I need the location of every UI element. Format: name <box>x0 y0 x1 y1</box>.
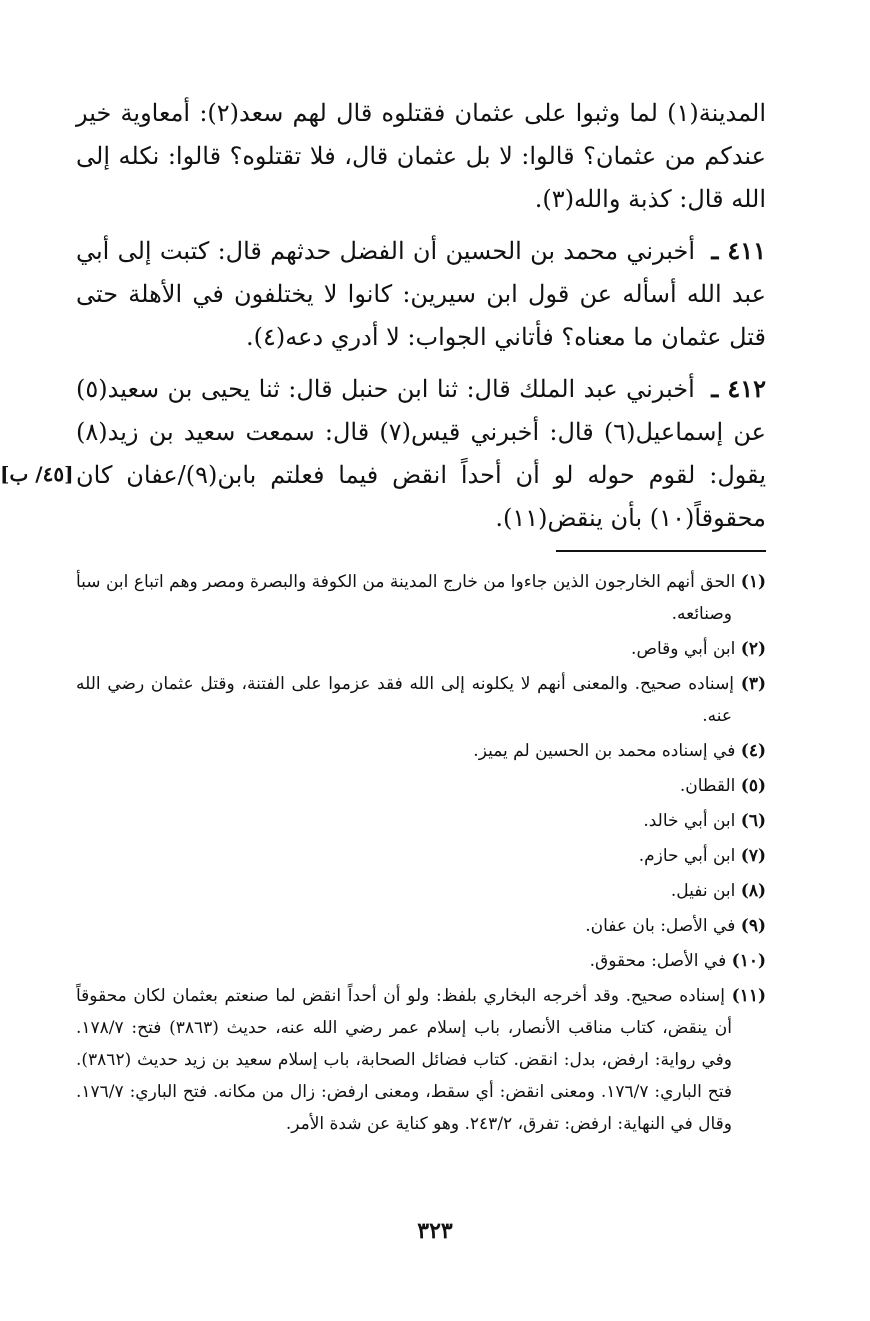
footnote-text: إسناده صحيح. وقد أخرجه البخاري بلفظ: ولو أن أحداً انقض لما صنعتم بعثمان لكان محقوقاً أن ينقض، كتاب مناقب الأنصار، باب إسلام عمر رضي الله عنه، حديث (٣٨٦٣) فتح: ١٧٨/٧. وفي رواية: ارفض، بدل: انقض. كتاب فضائل الصحابة، باب إسلام سعيد بن زيد حديث (٣٨٦٢). فتح الباري: ١٧٦/٧. ومعنى انقض: أي سقط، ومعنى ارفض: زال من مكانه. فتح الباري: ١٧٦/٧. وقال في النهاية: ارفض: تفرق، ٢٤٣/٢. وهو كناية عن شدة الأمر. <box>76 986 732 1134</box>
footnote-text: الحق أنهم الخارجون الذين جاءوا من خارج المدينة من الكوفة والبصرة ومصر وهم اتباع ابن سبأ وصنائعه. <box>76 572 736 624</box>
page-number: ٣٢٣ <box>417 1218 453 1244</box>
footnote-text: في الأصل: بان عفان. <box>585 916 736 936</box>
footnote <box>76 805 766 837</box>
footnote <box>76 770 766 802</box>
footnote-text: القطان. <box>679 776 736 796</box>
footnote-text: إسناده صحيح. والمعنى أنهم لا يكلونه إلى الله فقد عزموا على الفتنة، وقتل عثمان رضي الله عنه. <box>76 674 735 726</box>
footnote <box>76 980 766 1140</box>
footnote-number: (٣) <box>740 674 767 694</box>
footnote-number: (٥) <box>740 776 766 796</box>
manuscript-folio-marker: [٤٥/ ب] <box>0 462 74 486</box>
footnote-number: (١١) <box>731 986 767 1006</box>
hadith-number: ٤١٢ ـ <box>711 374 766 403</box>
page-body <box>0 92 767 1292</box>
footnote <box>76 668 766 732</box>
footnote <box>76 566 766 630</box>
footnote <box>76 633 766 665</box>
footnote-text: ابن أبي حازم. <box>638 846 736 866</box>
footnote <box>76 735 766 767</box>
footnote-number: (٢) <box>740 639 766 659</box>
footnote-number: (٦) <box>740 811 766 831</box>
footnotes <box>76 566 766 1140</box>
footnote-text: ابن أبي خالد. <box>643 811 736 831</box>
hadith-text: أخبرني محمد بن الحسين أن الفضل حدثهم قال: كتبت إلى أبي عبد الله أسأله عن قول ابن سيرين: كانوا لا يختلفون في الأهلة حتى قتل عثمان ما معناه؟ فأتاني الجواب: لا أدري دعه(٤). <box>76 237 766 351</box>
footnote-number: (٤) <box>740 741 766 761</box>
footnote-text: في الأصل: محقوق. <box>589 951 727 971</box>
footnote-text: ابن أبي وقاص. <box>631 639 736 659</box>
footnote-number: (٧) <box>740 846 766 866</box>
footnote-divider <box>556 550 766 552</box>
hadith-number: ٤١١ ـ <box>711 236 766 265</box>
footnote-number: (٩) <box>740 916 766 936</box>
footnote-number: (٨) <box>740 881 766 901</box>
footnote-number: (١) <box>740 572 766 592</box>
hadith-411 <box>76 229 766 359</box>
footnote <box>76 875 766 907</box>
footnote-text: ابن نفيل. <box>670 881 736 901</box>
footnote <box>76 945 766 977</box>
footnote-number: (١٠) <box>731 951 766 971</box>
footnote <box>76 840 766 872</box>
footnote-text: في إسناده محمد بن الحسين لم يميز. <box>473 741 736 761</box>
main-text <box>0 92 767 540</box>
hadith-412 <box>0 367 766 540</box>
hadith-text: أخبرني عبد الملك قال: ثنا ابن حنبل قال: ثنا يحيى بن سعيد(٥) عن إسماعيل(٦) قال: أخبرني قيس(٧) قال: سمعت سعيد بن زيد(٨) يقول: لقوم حوله لو أن أحداً انقض فيما فعلتم بابن(٩)/عفان كان محقوقاً(١٠) بأن ينقض(١١). <box>76 375 766 532</box>
paragraph-continuation: المدينة(١) لما وثبوا على عثمان فقتلوه قال لهم سعد(٢): أمعاوية خير عندكم من عثمان؟ قالوا: لا بل عثمان قال، فلا تقتلوه؟ قالوا: نكله إلى الله قال: كذبة والله(٣). <box>76 99 767 213</box>
footnote <box>76 910 766 942</box>
